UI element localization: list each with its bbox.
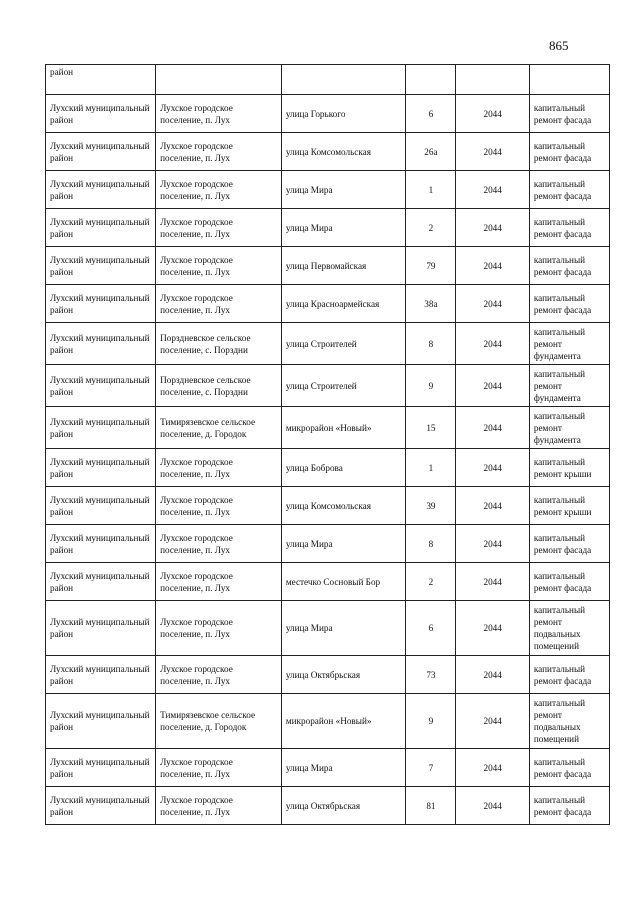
cell-house: 8 — [406, 525, 456, 563]
housing-repair-table — [45, 64, 610, 825]
cell-settlement: Лухское городское поселение, п. Лух — [156, 285, 282, 323]
cell-house: 6 — [406, 95, 456, 133]
table-row — [46, 209, 610, 247]
cell-district: Лухский муниципальный район — [46, 209, 156, 247]
cell-year: 2044 — [456, 285, 529, 323]
cell-street: улица Мира — [281, 171, 406, 209]
cell-settlement — [156, 65, 282, 95]
table-row — [46, 694, 610, 749]
cell-year: 2044 — [456, 95, 529, 133]
cell-year: 2044 — [456, 323, 529, 365]
cell-district: Лухский муниципальный район — [46, 694, 156, 749]
table-row — [46, 133, 610, 171]
cell-settlement: Лухское городское поселение, п. Лух — [156, 656, 282, 694]
table-row — [46, 449, 610, 487]
cell-house — [406, 65, 456, 95]
cell-settlement: Лухское городское поселение, п. Лух — [156, 209, 282, 247]
cell-house: 39 — [406, 487, 456, 525]
page-number: 865 — [549, 38, 569, 53]
cell-settlement: Лухское городское поселение, п. Лух — [156, 601, 282, 656]
cell-house: 26а — [406, 133, 456, 171]
table-row-continued — [46, 65, 610, 95]
cell-work: капитальный ремонт фундамента — [529, 323, 609, 365]
cell-district: Лухский муниципальный район — [46, 563, 156, 601]
cell-settlement: Лухское городское поселение, п. Лух — [156, 749, 282, 787]
cell-house: 79 — [406, 247, 456, 285]
cell-year: 2044 — [456, 749, 529, 787]
cell-work: капитальный ремонт фасада — [529, 525, 609, 563]
cell-house: 81 — [406, 787, 456, 825]
cell-district: Лухский муниципальный район — [46, 749, 156, 787]
cell-district: Лухский муниципальный район — [46, 601, 156, 656]
cell-house: 9 — [406, 365, 456, 407]
cell-street: улица Комсомольская — [281, 133, 406, 171]
cell-district: Лухский муниципальный район — [46, 247, 156, 285]
cell-house: 6 — [406, 601, 456, 656]
cell-street: улица Мира — [281, 525, 406, 563]
cell-house: 15 — [406, 407, 456, 449]
cell-settlement: Тимирязевское сельское поселение, д. Городок — [156, 694, 282, 749]
cell-work: капитальный ремонт фасада — [529, 749, 609, 787]
cell-work: капитальный ремонт фундамента — [529, 365, 609, 407]
cell-work: капитальный ремонт фасада — [529, 787, 609, 825]
cell-district: Лухский муниципальный район — [46, 656, 156, 694]
cell-year: 2044 — [456, 365, 529, 407]
table-row — [46, 525, 610, 563]
cell-settlement: Лухское городское поселение, п. Лух — [156, 525, 282, 563]
cell-street: микрорайон «Новый» — [281, 694, 406, 749]
cell-street: улица Строителей — [281, 365, 406, 407]
cell-year: 2044 — [456, 694, 529, 749]
cell-settlement: Порздневское сельское поселение, с. Порздни — [156, 365, 282, 407]
cell-settlement: Лухское городское поселение, п. Лух — [156, 787, 282, 825]
cell-year: 2044 — [456, 525, 529, 563]
cell-house: 1 — [406, 449, 456, 487]
cell-street: улица Первомайская — [281, 247, 406, 285]
cell-settlement: Лухское городское поселение, п. Лух — [156, 563, 282, 601]
cell-street: улица Горького — [281, 95, 406, 133]
cell-district: Лухский муниципальный район — [46, 407, 156, 449]
table-row — [46, 323, 610, 365]
cell-settlement: Тимирязевское сельское поселение, д. Городок — [156, 407, 282, 449]
cell-street: улица Строителей — [281, 323, 406, 365]
cell-house: 1 — [406, 171, 456, 209]
cell-district: Лухский муниципальный район — [46, 133, 156, 171]
table-row — [46, 171, 610, 209]
cell-work — [529, 65, 609, 95]
cell-house: 2 — [406, 563, 456, 601]
cell-settlement: Порздневское сельское поселение, с. Порздни — [156, 323, 282, 365]
cell-district: Лухский муниципальный район — [46, 285, 156, 323]
cell-work: капитальный ремонт фасада — [529, 285, 609, 323]
cell-district: Лухский муниципальный район — [46, 171, 156, 209]
cell-district: Лухский муниципальный район — [46, 95, 156, 133]
cell-street: микрорайон «Новый» — [281, 407, 406, 449]
cell-district: Лухский муниципальный район — [46, 449, 156, 487]
cell-work: капитальный ремонт крыши — [529, 449, 609, 487]
cell-year: 2044 — [456, 787, 529, 825]
cell-year: 2044 — [456, 133, 529, 171]
table-row — [46, 787, 610, 825]
cell-year: 2044 — [456, 601, 529, 656]
cell-street: улица Мира — [281, 601, 406, 656]
cell-work: капитальный ремонт фундамента — [529, 407, 609, 449]
cell-work: капитальный ремонт фасада — [529, 209, 609, 247]
cell-year: 2044 — [456, 487, 529, 525]
cell-house: 9 — [406, 694, 456, 749]
cell-work: капитальный ремонт фасада — [529, 656, 609, 694]
cell-work: капитальный ремонт фасада — [529, 563, 609, 601]
cell-year: 2044 — [456, 171, 529, 209]
cell-house: 2 — [406, 209, 456, 247]
cell-work: капитальный ремонт фасада — [529, 133, 609, 171]
cell-settlement: Лухское городское поселение, п. Лух — [156, 247, 282, 285]
cell-settlement: Лухское городское поселение, п. Лух — [156, 95, 282, 133]
cell-street: улица Боброва — [281, 449, 406, 487]
table-row — [46, 563, 610, 601]
cell-district: Лухский муниципальный район — [46, 525, 156, 563]
cell-year: 2044 — [456, 563, 529, 601]
table-row — [46, 407, 610, 449]
cell-settlement: Лухское городское поселение, п. Лух — [156, 487, 282, 525]
cell-district: район — [46, 65, 156, 95]
cell-year: 2044 — [456, 209, 529, 247]
table-row — [46, 601, 610, 656]
cell-district: Лухский муниципальный район — [46, 787, 156, 825]
table-row — [46, 749, 610, 787]
cell-street: улица Мира — [281, 209, 406, 247]
cell-district: Лухский муниципальный район — [46, 323, 156, 365]
cell-year: 2044 — [456, 449, 529, 487]
cell-work: капитальный ремонт фасада — [529, 171, 609, 209]
cell-street: местечко Сосновый Бор — [281, 563, 406, 601]
cell-year: 2044 — [456, 407, 529, 449]
cell-house: 8 — [406, 323, 456, 365]
cell-year — [456, 65, 529, 95]
cell-work: капитальный ремонт подвальных помещений — [529, 694, 609, 749]
cell-year: 2044 — [456, 247, 529, 285]
cell-house: 73 — [406, 656, 456, 694]
table-row — [46, 247, 610, 285]
cell-house: 7 — [406, 749, 456, 787]
cell-work: капитальный ремонт крыши — [529, 487, 609, 525]
table-row — [46, 285, 610, 323]
cell-work: капитальный ремонт фасада — [529, 95, 609, 133]
cell-street: улица Октябрьская — [281, 656, 406, 694]
table-body — [46, 65, 610, 825]
cell-street: улица Мира — [281, 749, 406, 787]
cell-work: капитальный ремонт подвальных помещений — [529, 601, 609, 656]
cell-settlement: Лухское городское поселение, п. Лух — [156, 449, 282, 487]
cell-work: капитальный ремонт фасада — [529, 247, 609, 285]
cell-street: улица Комсомольская — [281, 487, 406, 525]
cell-house: 38а — [406, 285, 456, 323]
cell-year: 2044 — [456, 656, 529, 694]
cell-street — [281, 65, 406, 95]
table-row — [46, 487, 610, 525]
cell-street: улица Красноармейская — [281, 285, 406, 323]
cell-street: улица Октябрьская — [281, 787, 406, 825]
table-row — [46, 365, 610, 407]
cell-district: Лухский муниципальный район — [46, 365, 156, 407]
table-row — [46, 95, 610, 133]
cell-settlement: Лухское городское поселение, п. Лух — [156, 133, 282, 171]
cell-settlement: Лухское городское поселение, п. Лух — [156, 171, 282, 209]
cell-district: Лухский муниципальный район — [46, 487, 156, 525]
table-row — [46, 656, 610, 694]
